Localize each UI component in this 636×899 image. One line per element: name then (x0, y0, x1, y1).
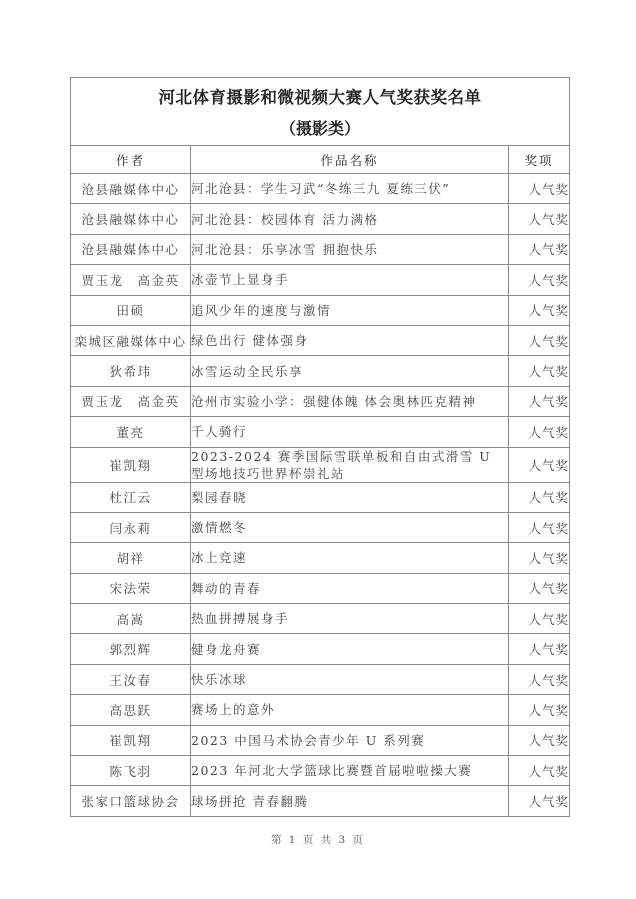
document-title: 河北体育摄影和微视频大赛人气奖获奖名单 (158, 87, 482, 107)
row-work-title: 快乐冰球 (191, 664, 509, 694)
row-author: 贾玉龙 高金英 (71, 265, 191, 295)
row-work-title: 球场拼抢 青春翻腾 (191, 786, 509, 816)
table-row (71, 512, 570, 542)
row-author: 崔凯翔 (71, 447, 191, 482)
table-row (71, 447, 570, 482)
row-award: 人气奖 (509, 325, 570, 355)
row-award: 人气奖 (509, 756, 570, 786)
row-author: 闫永莉 (71, 512, 191, 542)
row-work-title: 舞动的青春 (191, 573, 509, 603)
row-author: 郭烈辉 (71, 634, 191, 664)
table-row (71, 204, 570, 234)
row-work-title: 河北沧县：学生习武“冬练三九 夏练三伏” (191, 174, 509, 204)
table-row (71, 234, 570, 264)
row-award: 人气奖 (509, 174, 570, 204)
row-author: 杜江云 (71, 482, 191, 512)
row-award: 人气奖 (509, 295, 570, 325)
table-row (71, 265, 570, 295)
row-work-title: 千人骑行 (191, 417, 509, 447)
table-row (71, 386, 570, 416)
table-row (71, 664, 570, 694)
row-award: 人气奖 (509, 386, 570, 416)
row-award: 人气奖 (509, 786, 570, 816)
row-award: 人气奖 (509, 543, 570, 573)
row-author: 张家口篮球协会 (71, 786, 191, 816)
row-author: 沧县融媒体中心 (71, 204, 191, 234)
row-author: 胡祥 (71, 543, 191, 573)
column-header-work: 作品名称 (191, 146, 509, 174)
row-work-title: 沧州市实验小学：强健体魄 体会奥林匹克精神 (191, 386, 509, 416)
row-author: 沧县融媒体中心 (71, 234, 191, 264)
row-award: 人气奖 (509, 634, 570, 664)
row-work-title: 梨园春晓 (191, 482, 509, 512)
table-row (71, 756, 570, 786)
row-award: 人气奖 (509, 356, 570, 386)
table-row (71, 695, 570, 725)
column-header-author: 作者 (71, 146, 191, 174)
row-author: 栾城区融媒体中心 (71, 325, 191, 355)
page-number-footer: 第 1 页 共 3 页 (270, 834, 366, 846)
table-row (71, 417, 570, 447)
table-row (71, 543, 570, 573)
row-work-title: 2023 中国马术协会青少年 U 系列赛 (191, 725, 509, 755)
row-work-title: 2023-2024 赛季国际雪联单板和自由式滑雪 U 型场地技巧世界杯崇礼站 (191, 447, 509, 482)
row-work-title: 热血拼搏展身手 (191, 604, 509, 634)
row-author: 沧县融媒体中心 (71, 174, 191, 204)
row-work-title: 2023 年河北大学篮球比赛暨首届啦啦操大赛 (191, 756, 509, 786)
table-row (71, 634, 570, 664)
row-award: 人气奖 (509, 234, 570, 264)
header-row (71, 146, 570, 174)
table-row (71, 482, 570, 512)
row-award: 人气奖 (509, 695, 570, 725)
row-author: 崔凯翔 (71, 725, 191, 755)
table-row (71, 174, 570, 204)
row-work-title: 激情燃冬 (191, 512, 509, 542)
row-work-title: 河北沧县：校园体育 活力满格 (191, 204, 509, 234)
row-award: 人气奖 (509, 604, 570, 634)
row-author: 高嵩 (71, 604, 191, 634)
row-award: 人气奖 (509, 664, 570, 694)
table-row (71, 325, 570, 355)
award-table (70, 77, 570, 817)
row-author: 董亮 (71, 417, 191, 447)
table-body (71, 174, 570, 817)
row-award: 人气奖 (509, 417, 570, 447)
row-work-title: 健身龙舟赛 (191, 634, 509, 664)
row-author: 田硕 (71, 295, 191, 325)
row-award: 人气奖 (509, 725, 570, 755)
row-work-title: 河北沧县：乐享冰雪 拥抱快乐 (191, 234, 509, 264)
row-work-title: 冰壶节上显身手 (191, 265, 509, 295)
row-author: 王汝春 (71, 664, 191, 694)
title-cell (71, 78, 570, 146)
row-author: 贾玉龙 高金英 (71, 386, 191, 416)
column-header-award: 奖项 (509, 146, 570, 174)
row-author: 狄希玮 (71, 356, 191, 386)
table-row (71, 356, 570, 386)
row-award: 人气奖 (509, 512, 570, 542)
row-work-title: 绿色出行 健体强身 (191, 325, 509, 355)
row-award: 人气奖 (509, 447, 570, 482)
row-author: 宋法荣 (71, 573, 191, 603)
row-author: 陈飞羽 (71, 756, 191, 786)
title-row (71, 78, 570, 146)
row-award: 人气奖 (509, 204, 570, 234)
table-row (71, 725, 570, 755)
row-author: 高思跃 (71, 695, 191, 725)
row-award: 人气奖 (509, 482, 570, 512)
row-work-title: 冰雪运动全民乐享 (191, 356, 509, 386)
row-work-title: 冰上竞速 (191, 543, 509, 573)
table-row (71, 786, 570, 816)
row-work-title: 追风少年的速度与激情 (191, 295, 509, 325)
row-award: 人气奖 (509, 573, 570, 603)
document-subtitle: （摄影类） (279, 118, 360, 138)
row-award: 人气奖 (509, 265, 570, 295)
table-row (71, 604, 570, 634)
row-work-title: 赛场上的意外 (191, 695, 509, 725)
table-row (71, 573, 570, 603)
table-row (71, 295, 570, 325)
